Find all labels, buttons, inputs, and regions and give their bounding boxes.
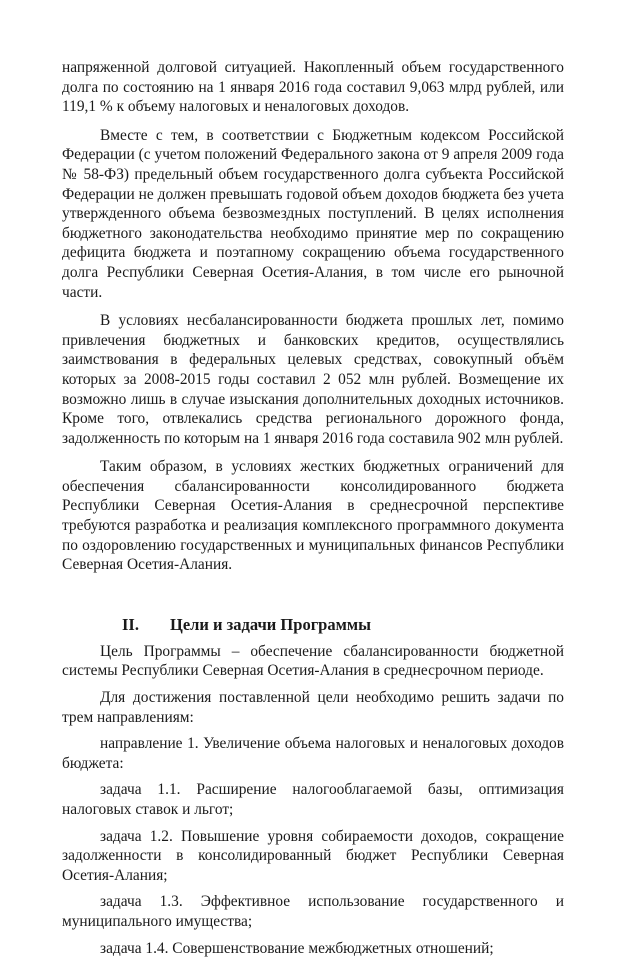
task-item-1-1: задача 1.1. Расширение налогооблагаемой базы, оптимизация налоговых ставок и льгот; xyxy=(62,781,564,818)
paragraph-budget-code: Вместе с тем, в соответствии с Бюджетным кодексом Российской Федерации (с учетом положений Федерального закона от 9 апреля 2009 года № 58-ФЗ) предельный объем государственного долга субъекта Российской Федерации не должен превышать годовой объем доходов бюджета без учета утвержденного объема безвозмездных поступлений. В целях исполнения бюджетного законодательства необходимо принятие мер по сокращению дефицита бюджета и поэтапному сокращению объема государственного долга Республики Северная Осетия-Алания, в том числе его рыночной части. xyxy=(62,126,564,301)
paragraph-direction-1: направление 1. Увеличение объема налоговых и неналоговых доходов бюджета: xyxy=(62,735,564,772)
paragraph-debt-situation: напряженной долговой ситуацией. Накопленный объем государственного долга по состоянию на 1 января 2016 года составил 9,063 млрд рублей, или 119,1 % к объему налоговых и неналоговых доходов. xyxy=(62,59,564,116)
paragraph-program-goal: Цель Программы – обеспечение сбалансированности бюджетной системы Республики Северная Осетия-Алания в среднесрочном периоде. xyxy=(62,642,564,680)
task-item-1-4: задача 1.4. Совершенствование межбюджетных отношений; xyxy=(100,939,494,957)
section-title: Цели и задачи Программы xyxy=(170,614,371,634)
paragraph-tasks-intro: Для достижения поставленной цели необходимо решить задачи по трем направлениям: xyxy=(62,689,564,726)
paragraph-conclusion: Таким образом, в условиях жестких бюджетных ограничений для обеспечения сбалансированности консолидированного бюджета Республики Северная Осетия-Алания в среднесрочной перспективе требуются разработка и реализация комплексного программного документа по оздоровлению государственных и муниципальных финансов Республики Северная Осетия-Алания. xyxy=(62,458,564,574)
task-item-1-2: задача 1.2. Повышение уровня собираемости доходов, сокращение задолженности в консолидированный бюджет Республики Северная Осетия-Алания; xyxy=(62,827,564,884)
section-number: II. xyxy=(122,614,139,634)
task-item-1-3: задача 1.3. Эффективное использование государственного и муниципального имущества; xyxy=(62,893,564,930)
paragraph-imbalance: В условиях несбалансированности бюджета прошлых лет, помимо привлечения бюджетных и банковских кредитов, осуществлялись заимствования в федеральных целевых средствах, совокупный объём которых за 2008-2015 годы составил 2 052 млн рублей. Возмещение их возможно лишь в случае изыскания дополнительных доходных источников. Кроме того, отвлекались средства регионального дорожного фонда, задолженность по которым на 1 января 2016 года составила 902 млн рублей. xyxy=(62,312,564,447)
section-heading xyxy=(122,615,564,635)
